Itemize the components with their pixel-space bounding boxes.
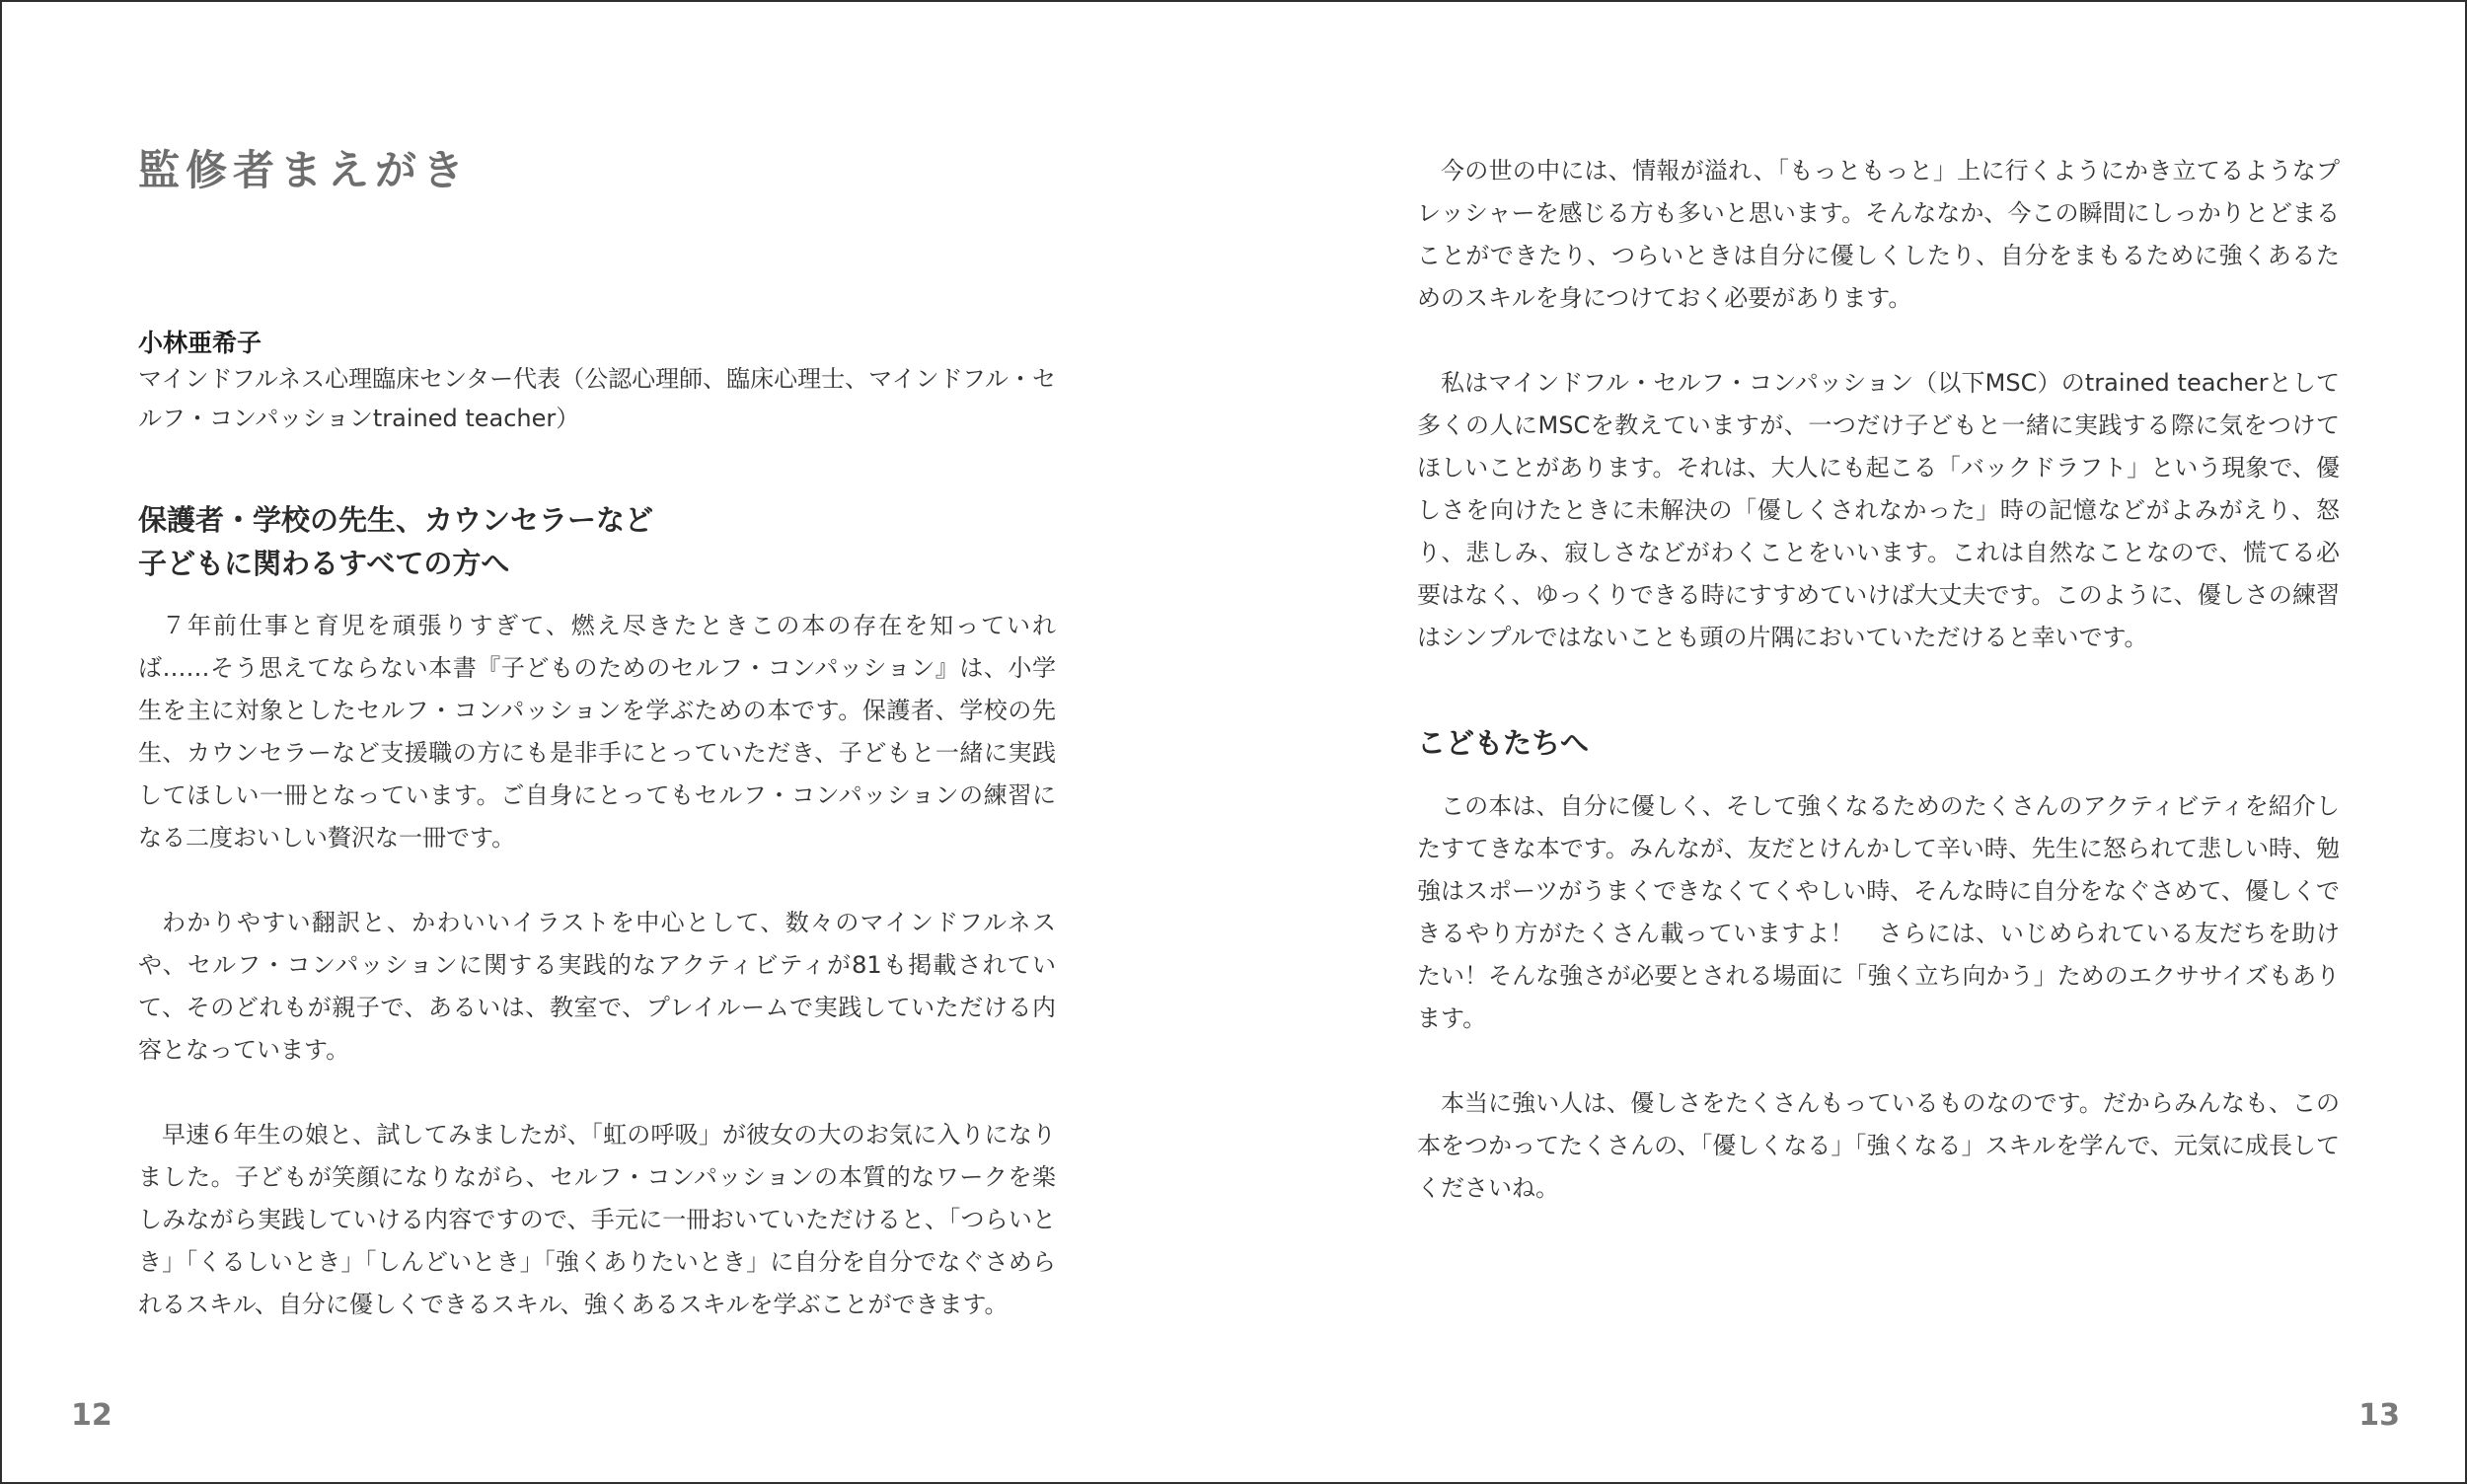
section-heading: こどもたちへ xyxy=(1417,726,1590,760)
section-spacer xyxy=(138,438,1056,499)
section-heading-line-1: 保護者・学校の先生、カウンセラーなど xyxy=(138,503,654,538)
left-page-column xyxy=(138,146,1056,1326)
paragraph-spacer xyxy=(138,859,1056,902)
page-number: 12 xyxy=(71,1398,112,1433)
paragraph-spacer xyxy=(138,1072,1056,1114)
section-spacer xyxy=(138,585,1056,605)
left-page xyxy=(2,2,1235,1482)
author-name: 小林亜希子 xyxy=(138,329,262,357)
page-number: 13 xyxy=(2358,1398,2400,1433)
paragraph-spacer xyxy=(1417,320,2340,362)
right-page xyxy=(1235,2,2467,1482)
body-paragraph: わかりやすい翻訳と、かわいいイラストを中心として、数々のマインドフルネスや、セルフ・コンパッションに関する実践的なアクティビティが81も掲載されていて、そのどれもが親子で、あるいは、教室で、プレイルームで実践していただける内容となっています。 xyxy=(138,909,1056,1065)
body-paragraph: 本当に強い人は、優しさをたくさんもっているものなのです。だからみんなも、この本をつかってたくさんの、「優しくなる」「強くなる」スキルを学んで、元気に成長してくださいね。 xyxy=(1417,1088,2340,1202)
body-paragraph: この本は、自分に優しく、そして強くなるためのたくさんのアクティビティを紹介したすてきな本です。みんなが、友だとけんかして辛い時、先生に怒られて悲しい時、勉強はスポーツがうまくできなくてくやしい時、そんな時に自分をなぐさめて、優しくできるやり方がたくさん載っていますよ！ さらには、いじめられている友だちを助けたい！そんな強さが必要とされる場面に「強く立ち向かう」ためのエクササイズもあります。 xyxy=(1417,791,2340,1032)
section-spacer xyxy=(1417,659,2340,722)
section-spacer xyxy=(1417,766,2340,785)
page-heading: 監修者まえがき xyxy=(138,146,471,194)
body-paragraph: 今の世の中には、情報が溢れ、「もっともっと」上に行くようにかき立てるようなプレッシャーを感じる方も多いと思います。そんななか、今この瞬間にしっかりとどまることができたり、つらいときは自分に優しくしたり、自分をまもるために強くあるためのスキルを身につけておく必要があります。 xyxy=(1417,157,2340,312)
paragraph-spacer xyxy=(1417,1040,2340,1082)
author-title: マインドフルネス心理臨床センター代表（公認心理師、臨床心理士、マインドフル・セルフ・コンパッションtrained teacher） xyxy=(138,365,1056,432)
body-paragraph: 私はマインドフル・セルフ・コンパッション（以下MSC）のtrained teacherとして多くの人にMSCを教えていますが、一つだけ子どもと一緒に実践する際に気をつけてほしいことがあります。それは、大人にも起こる「バックドラフト」という現象で、優しさを向けたときに未解決の「優しくされなかった」時の記憶などがよみがえり、怒り、悲しみ、寂しさなどがわくことをいいます。これは自然なことなので、慌てる必要はなく、ゆっくりできる時にすすめていけば大丈夫です。このように、優しさの練習はシンプルではないことも頭の片隅においていただけると幸いです。 xyxy=(1417,369,2340,651)
right-page-column xyxy=(1417,150,2340,1210)
body-paragraph: 早速６年生の娘と、試してみましたが、「虹の呼吸」が彼女の大のお気に入りになりました。子どもが笑顔になりながら、セルフ・コンパッションの本質的なワークを楽しみながら実践していける内容ですので、手元に一冊おいていただけると、「つらいとき」「くるしいとき」「しんどいとき」「強くありたいとき」に自分を自分でなぐさめられるスキル、自分に優しくできるスキル、強くあるスキルを学ぶことができます。 xyxy=(138,1121,1056,1319)
section-heading-line-2: 子どもに関わるすべての方へ xyxy=(138,546,510,580)
body-paragraph: ７年前仕事と育児を頑張りすぎて、燃え尽きたときこの本の存在を知っていれば……そう思えてならない本書『子どものためのセルフ・コンパッション』は、小学生を主に対象としたセルフ・コンパッションを学ぶための本です。保護者、学校の先生、カウンセラーなど支援職の方にも是非手にとっていただき、子どもと一緒に実践してほしい一冊となっています。ご自身にとってもセルフ・コンパッションの練習になる二度おいしい贅沢な一冊です。 xyxy=(138,612,1056,853)
